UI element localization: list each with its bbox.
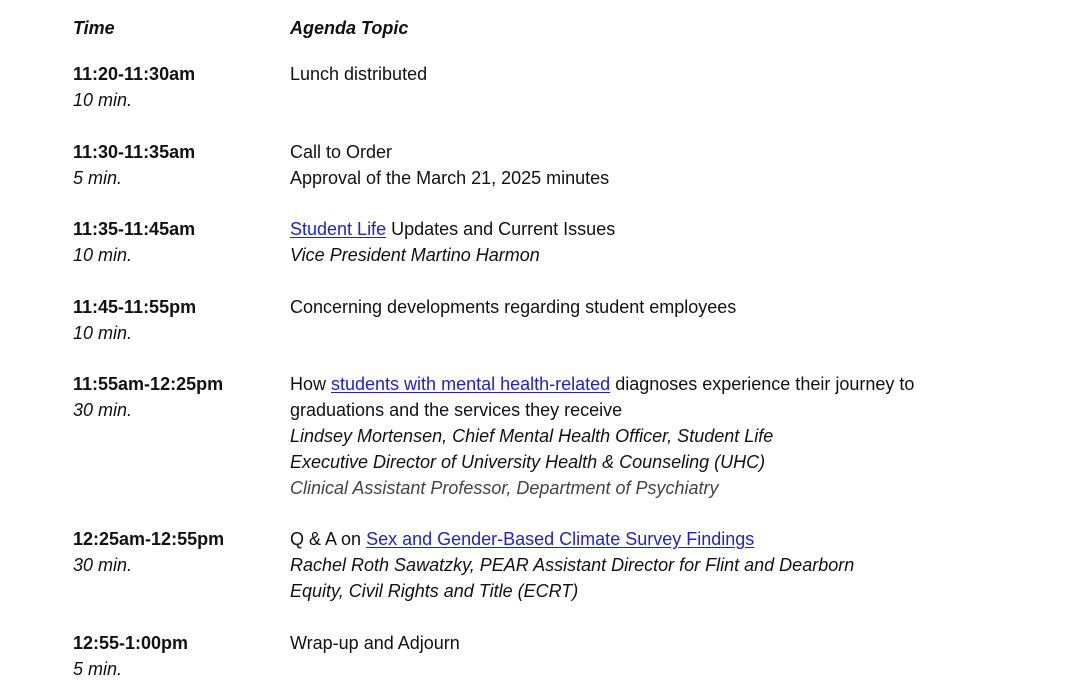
duration: 10 min. [73, 323, 133, 343]
agenda-subtopic: Approval of the March 21, 2025 minutes [290, 168, 610, 188]
time-column-header: Time [73, 18, 115, 38]
agenda-topic [290, 526, 1050, 552]
agenda-topic [290, 371, 1050, 397]
agenda-header-row [0, 15, 1080, 41]
duration: 10 min. [73, 245, 133, 265]
time-range: 11:30-11:35am [73, 142, 196, 162]
presenter: Executive Director of University Health & Counseling (UHC) [290, 452, 766, 472]
presenter: Rachel Roth Sawatzky, PEAR Assistant Director for Flint and Dearborn [290, 555, 855, 575]
presenter: Equity, Civil Rights and Title (ECRT) [290, 581, 579, 601]
agenda-topic [290, 216, 1050, 242]
agenda-topic: Concerning developments regarding student employees [290, 297, 737, 317]
time-range: 11:20-11:30am [73, 64, 196, 84]
duration: 10 min. [73, 90, 133, 110]
mental-health-students-link[interactable]: students with mental health-related [331, 374, 611, 394]
time-range: 12:25am-12:55pm [73, 529, 225, 549]
student-life-link[interactable]: Student Life [290, 219, 387, 239]
climate-survey-link[interactable]: Sex and Gender-Based Climate Survey Findings [366, 529, 755, 549]
presenter: Vice President Martino Harmon [290, 245, 540, 265]
agenda-topic: Lunch distributed [290, 64, 428, 84]
time-range: 11:55am-12:25pm [73, 374, 224, 394]
duration: 30 min. [73, 555, 133, 575]
topic-text: Updates and Current Issues [386, 219, 616, 239]
time-range: 11:35-11:45am [73, 219, 196, 239]
duration: 5 min. [73, 659, 123, 679]
topic-text: Q & A on [290, 529, 367, 549]
agenda-topic: Wrap-up and Adjourn [290, 633, 460, 653]
agenda-topic-continued: graduations and the services they receive [290, 400, 623, 420]
time-range: 11:45-11:55pm [73, 297, 197, 317]
time-range: 12:55-1:00pm [73, 633, 189, 653]
duration: 30 min. [73, 400, 133, 420]
topic-text: diagnoses experience their journey to [610, 374, 915, 394]
topic-column-header: Agenda Topic [290, 18, 409, 38]
topic-text: How [290, 374, 332, 394]
presenter: Lindsey Mortensen, Chief Mental Health Officer, Student Life [290, 426, 774, 446]
agenda-topic: Call to Order [290, 142, 393, 162]
duration: 5 min. [73, 168, 123, 188]
presenter: Clinical Assistant Professor, Department of Psychiatry [290, 478, 719, 498]
